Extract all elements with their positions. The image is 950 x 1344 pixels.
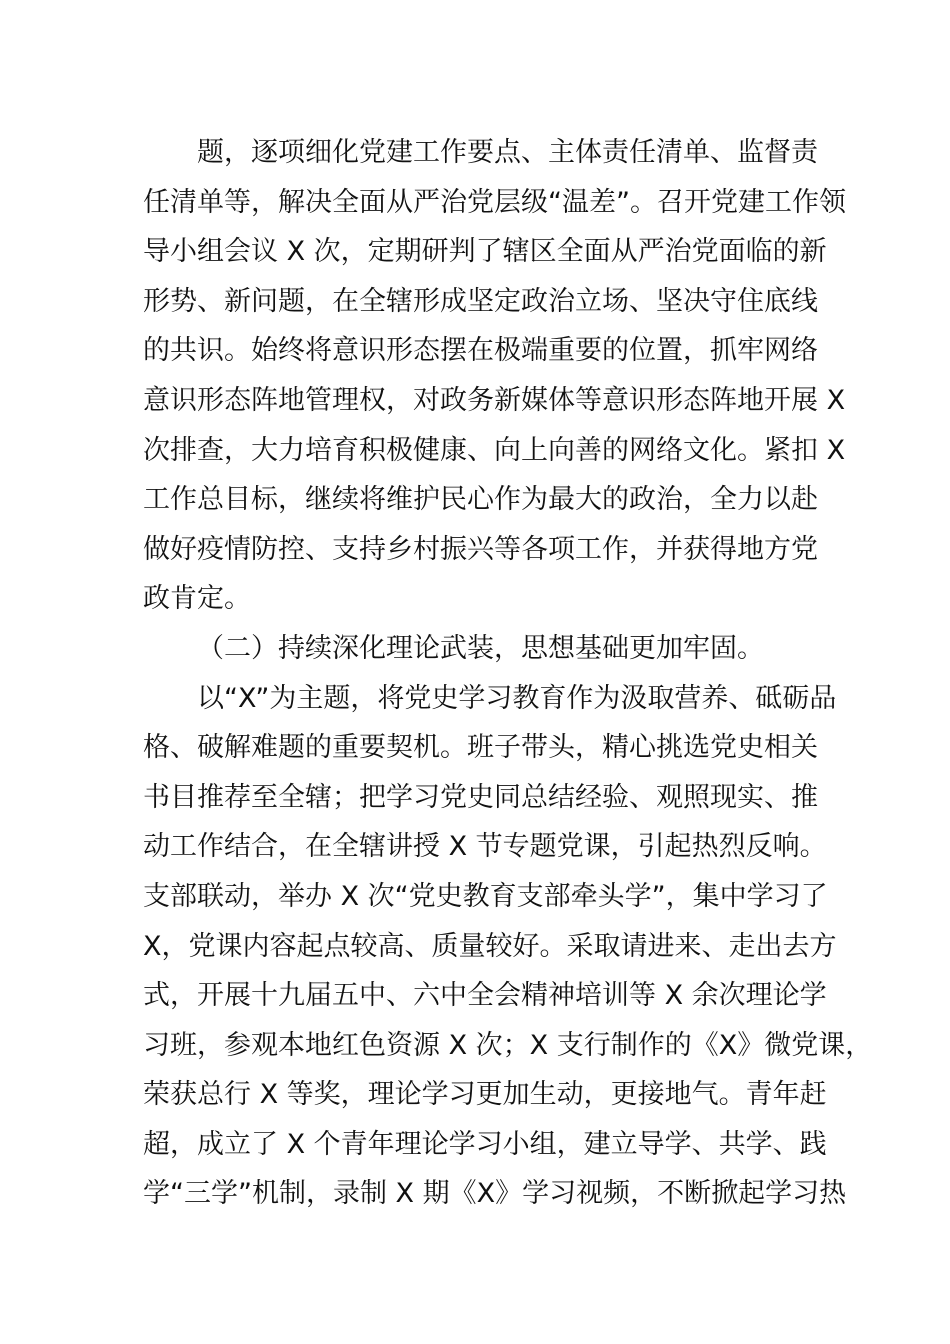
text-line: 书目推荐至全辖；把学习党史同总结经验、观照现实、推	[143, 781, 818, 813]
text-line: 支部联动，举办 X 次“党史教育支部牵头学”，集中学习了	[143, 880, 828, 912]
text-line: 工作总目标，继续将维护民心作为最大的政治，全力以赴	[143, 484, 818, 516]
text-line: 习班，参观本地红色资源 X 次；X 支行制作的《X》微党课，	[143, 1029, 873, 1061]
text-line: 的共识。始终将意识形态摆在极端重要的位置，抓牢网络	[143, 335, 818, 367]
section-heading: （二）持续深化理论武装，思想基础更加牢固。	[197, 632, 764, 664]
text-line: 导小组会议 X 次，定期研判了辖区全面从严治党面临的新	[143, 236, 827, 268]
text-line: 超，成立了 X 个青年理论学习小组，建立导学、共学、践	[143, 1128, 827, 1160]
text-line: 格、破解难题的重要契机。班子带头，精心挑选党史相关	[143, 732, 818, 764]
text-line: 政肯定。	[143, 583, 251, 615]
text-line: 次排查，大力培育积极健康、向上向善的网络文化。紧扣 X	[143, 434, 846, 466]
text-line: 意识形态阵地管理权，对政务新媒体等意识形态阵地开展 X	[143, 384, 846, 416]
text-line: 学“三学”机制，录制 X 期《X》学习视频，不断掀起学习热	[143, 1178, 847, 1210]
body-text	[143, 128, 873, 1219]
text-line: 做好疫情防控、支持乡村振兴等各项工作，并获得地方党	[143, 533, 818, 565]
text-line: 形势、新问题，在全辖形成坚定政治立场、坚决守住底线	[143, 285, 818, 317]
text-line: 以“X”为主题，将党史学习教育作为汲取营养、砥砺品	[197, 682, 837, 714]
text-line: 荣获总行 X 等奖，理论学习更加生动，更接地气。青年赶	[143, 1079, 827, 1111]
text-line: X，党课内容起点较高、质量较好。采取请进来、走出去方	[143, 930, 837, 962]
text-line: 式，开展十九届五中、六中全会精神培训等 X 余次理论学	[143, 980, 827, 1012]
text-line: 动工作结合，在全辖讲授 X 节专题党课，引起热烈反响。	[143, 831, 827, 863]
text-line: 任清单等，解决全面从严治党层级“温差”。召开党建工作领	[143, 186, 846, 218]
text-line: 题，逐项细化党建工作要点、主体责任清单、监督责	[197, 137, 818, 168]
